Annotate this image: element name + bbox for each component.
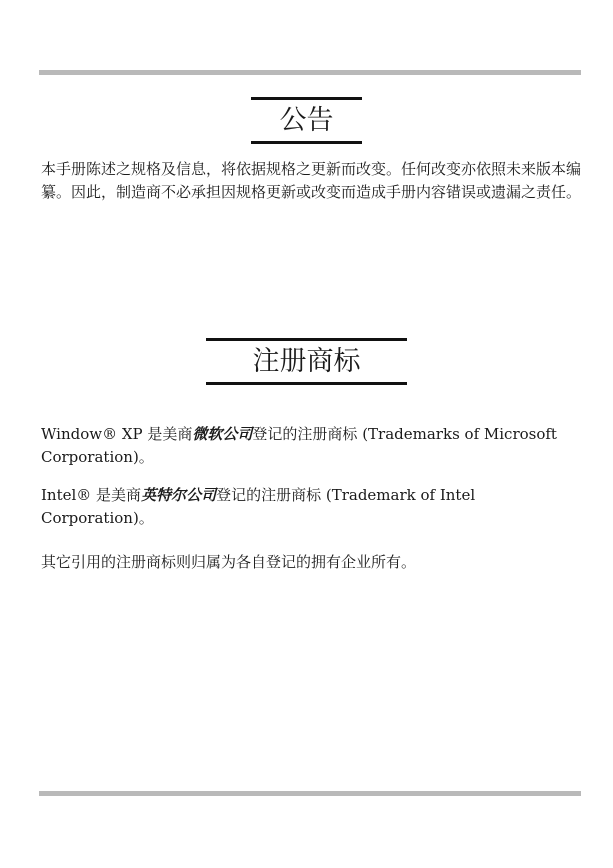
trademark-intel xyxy=(41,484,583,530)
notice-heading xyxy=(0,97,613,144)
trademarks-title: 注册商标 xyxy=(206,338,407,385)
trademark-intel-post: 登记的注册商标 (Trademark of Intel Corporation)。 xyxy=(41,486,476,527)
trademark-windows-company: 微软公司 xyxy=(192,425,253,443)
trademark-windows-pre: Window® XP 是美商 xyxy=(41,425,193,443)
notice-title: 公告 xyxy=(251,97,362,144)
trademarks-heading xyxy=(0,338,613,385)
top-divider xyxy=(39,70,581,75)
bottom-divider xyxy=(39,791,581,796)
trademark-others: 其它引用的注册商标则归属为各自登记的拥有企业所有。 xyxy=(41,553,417,571)
trademark-windows xyxy=(41,423,583,469)
notice-body: 本手册陈述之规格及信息，将依据规格之更新而改变。任何改变亦依照未来版本编纂。因此，制造商不必承担因规格更新或改变而造成手册内容错误或遗漏之责任。 xyxy=(41,160,582,201)
trademark-intel-company: 英特尔公司 xyxy=(141,486,217,504)
trademark-intel-pre: Intel® 是美商 xyxy=(41,486,142,504)
trademark-windows-post: 登记的注册商标 (Trademarks of Microsoft Corporation)。 xyxy=(41,425,557,466)
